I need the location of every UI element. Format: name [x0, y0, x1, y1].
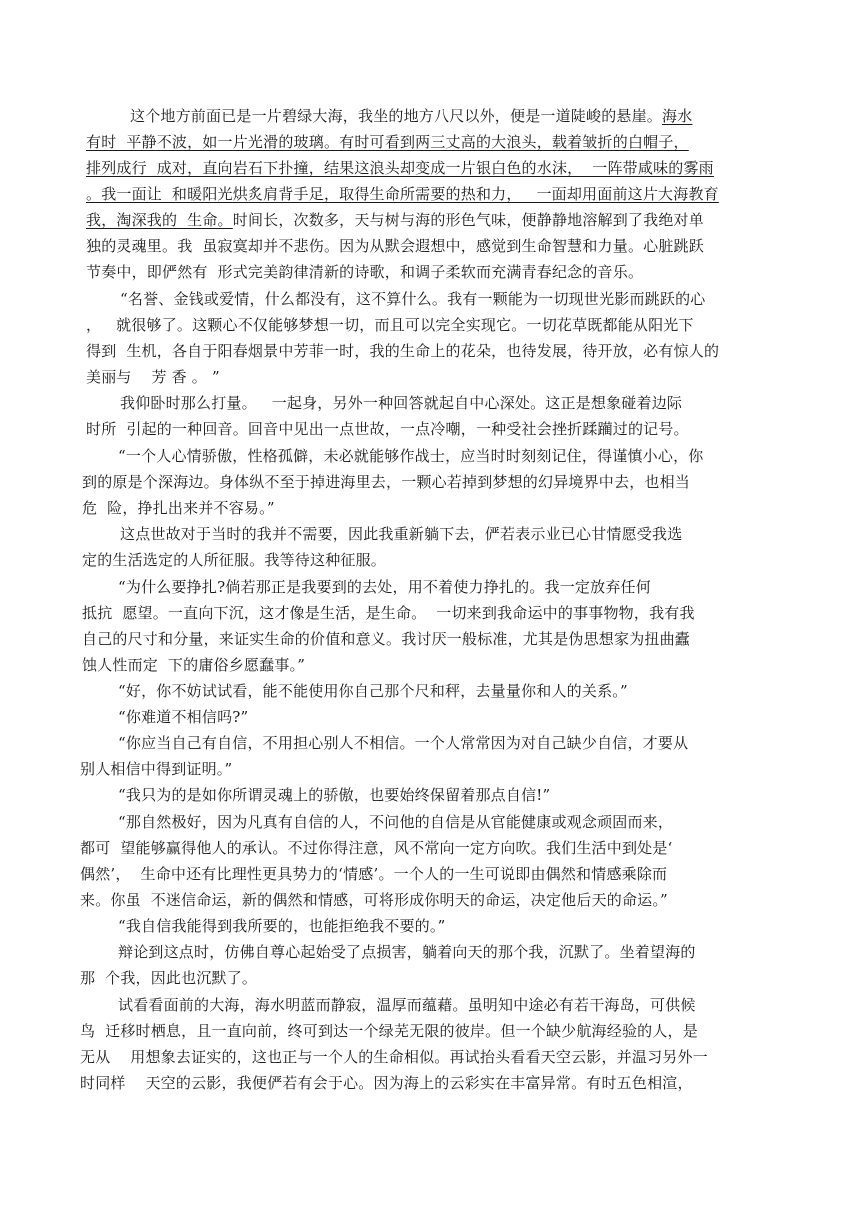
text-line: [86, 184, 719, 204]
text-line: [80, 759, 232, 779]
line-text: 独的灵魂里。我 虽寂寞却并不悲伤。因为从默会遐想中，感觉到生命智慧和力量。心脏跳跃: [86, 237, 704, 255]
line-text: 这个地方前面已是一片碧绿大海，我坐的地方八尺以外，便是一道陡峻的悬崖。: [130, 107, 663, 125]
line-text: “为什么要挣扎?倘若那正是我要到的去处，用不着使力挣扎的。我一定放弃任何: [118, 578, 651, 596]
text-line: [118, 577, 651, 597]
underlined-text: 我，淘深我的 生命。: [86, 211, 233, 229]
underlined-text: 有时 平静不波，如一片光滑的玻璃。有时可看到两三丈高的大浪头，载着皱折的白帽子，: [86, 133, 689, 151]
text-line: [118, 681, 628, 701]
text-line: [80, 864, 667, 884]
line-text: 偶然’， 生命中还有比理性更具势力的‘情感’。一个人的一生可说即由偶然和情感乘除而: [80, 865, 668, 883]
line-text: 时所 引起的一种回音。回音中见出一点世故，一点冷嘲，一种受社会挫折蹂躏过的记号。: [86, 420, 689, 438]
underlined-text: 。我一面让 和暖阳光烘炙肩背手足，取得生命所需要的热和力， 一面却用面前这片大海教育: [86, 185, 719, 203]
line-text: 来。你虽 不迷信命运，新的偶然和情感，可将形成你明天的命运，决定他后天的命运。”: [80, 891, 668, 909]
line-text: 危 险，挣扎出来并不容易。”: [82, 499, 275, 517]
text-line: [82, 603, 695, 623]
line-text: 鸟 迁移时栖息，且一直向前，终可到达一个绿芜无限的彼岸。但一个缺少航海经验的人，是: [80, 1022, 698, 1040]
underlined-text: 海水: [662, 107, 693, 125]
text-line: [86, 341, 719, 361]
text-line: [80, 1047, 708, 1067]
line-text: ， 就很够了。这颗心不仅能够梦想一切，而且可以完全实现它。一切花草既都能从阳光下: [86, 316, 694, 334]
line-text: 无从 用想象去证实的，这也正与一个人的生命相似。再试抬头看看天空云影，并温习另外一: [80, 1048, 708, 1066]
line-text: 抵抗 愿望。一直向下沉，这才像是生活，是生命。 一切来到我命运中的事事物物，我有我: [82, 604, 695, 622]
text-line: [86, 236, 704, 256]
line-text: 蚀人性而定 下的庸俗乡愿蠢事。”: [82, 656, 306, 674]
text-line: [82, 550, 386, 570]
line-text: 时同样 天空的云影，我便俨若有会于心。因为海上的云彩实在丰富异常。有时五色相渲，: [80, 1074, 693, 1092]
line-text: 定的生活选定的人所征服。我等待这种征服。: [82, 551, 387, 569]
text-line: [86, 419, 689, 439]
text-line: [120, 393, 682, 413]
text-line: [130, 106, 692, 126]
line-text: 得到 生机，各自于阳春烟景中芳菲一时，我的生命上的花朵，也待发展，待开放，必有惊人的: [86, 342, 720, 360]
text-line: [118, 785, 550, 805]
line-text: 都可 望能够赢得他人的承认。不过你得注意，风不常向一定方向吹。我们生活中到处是‘: [80, 839, 673, 857]
line-text: 辩论到这点时，仿佛自尊心起始受了点损害，躺着向天的那个我，沉默了。坐着望海的: [118, 943, 696, 961]
line-text: 到的原是个深海边。身体纵不至于掉进海里去，一颗心若掉到梦想的幻异境界中去，也相当: [82, 473, 691, 491]
line-text: “那自然极好，因为凡真有自信的人，不问他的自信是从官能健康或观念顽固而来，: [118, 813, 674, 831]
text-line: [80, 890, 668, 910]
line-text: 那 个我，因此也沉默了。: [80, 969, 258, 987]
line-text: “你难道不相信吗?”: [118, 708, 249, 726]
text-line: [118, 942, 696, 962]
text-line: [118, 707, 248, 727]
line-text: 节奏中，即俨然有 形式完美韵律清新的诗歌，和调子柔软而充满青春纪念的音乐。: [86, 263, 644, 281]
text-line: [82, 655, 305, 675]
text-line: [82, 629, 690, 649]
line-text: 我仰卧时那么打量。 一起身，另外一种回答就起自中心深处。这正是想象碰着边际: [120, 394, 683, 412]
text-line: [120, 289, 705, 309]
text-line: [118, 733, 688, 753]
text-line: [80, 968, 257, 988]
text-line: [118, 446, 703, 466]
text-line: [86, 262, 643, 282]
text-line: [120, 524, 682, 544]
line-text: 美丽与 芳 香 。 ”: [86, 368, 220, 386]
text-line: [118, 995, 696, 1015]
text-line: [80, 1021, 698, 1041]
text-line: [86, 210, 704, 230]
line-text: 别人相信中得到证明。”: [80, 760, 233, 778]
text-line: [118, 812, 673, 832]
line-text: “你应当自己有自信，不用担心别人不相信。一个人常常因为对自己缺少自信，才要从: [118, 734, 689, 752]
line-text: 试看看面前的大海，海水明蓝而静寂，温厚而蕴藉。虽明知中途必有若干海岛，可供候: [118, 996, 696, 1014]
line-text: 自己的尺寸和分量，来证实生命的价值和意义。我讨厌一般标准，尤其是伪思想家为扭曲蠹: [82, 630, 691, 648]
text-line: [82, 498, 275, 518]
underlined-text: 排列成行 成对，直向岩石下扑撞，结果这浪头却变成一片银白色的水沫， 一阵带咸味的雾雨: [86, 159, 714, 177]
line-text: “我自信我能得到我所要的，也能拒绝我不要的。”: [118, 917, 446, 935]
text-line: [80, 1073, 693, 1093]
text-line: [80, 838, 673, 858]
line-text: “一个人心情骄傲，性格孤僻，未必就能够作战士，应当时时刻刻记住，得谨慎小心，你: [118, 447, 704, 465]
line-text: “我只为的是如你所谓灵魂上的骄傲，也要始终保留着那点自信!”: [118, 786, 551, 804]
text-line: [86, 315, 694, 335]
text-line: [86, 367, 220, 387]
text-line: [86, 158, 714, 178]
text-line: [82, 472, 690, 492]
text-line: [86, 132, 689, 152]
line-text: “好，你不妨试试看，能不能使用你自己那个尺和秤，去量量你和人的关系。”: [118, 682, 628, 700]
line-text: “名誉、金钱或爱情，什么都没有，这不算什么。我有一颗能为一切现世光影而跳跃的心: [120, 290, 706, 308]
line-text: 这点世故对于当时的我并不需要，因此我重新躺下去，俨若表示业已心甘情愿受我选: [120, 525, 683, 543]
text-line: [118, 916, 445, 936]
line-text: 时间长，次数多，天与树与海的形色气味，便静静地溶解到了我绝对单: [232, 211, 704, 229]
